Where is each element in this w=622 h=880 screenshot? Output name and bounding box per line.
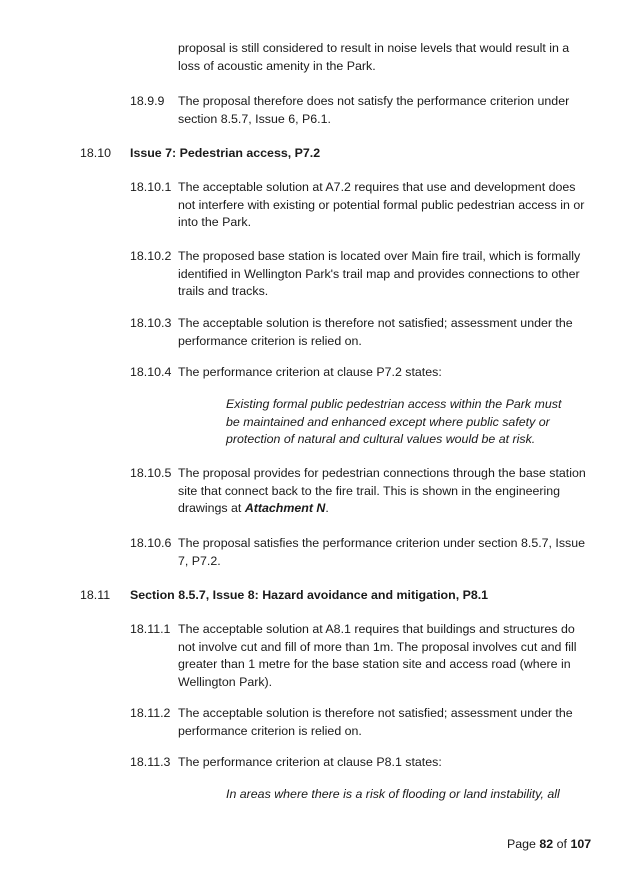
page-total: 107	[570, 837, 592, 851]
quoted-criterion: In areas where there is a risk of flooding or land instability, all	[226, 787, 560, 801]
clause-number: 18.11.1	[130, 622, 171, 636]
section-heading: Section 8.5.7, Issue 8: Hazard avoidance and mitigation, P8.1	[130, 588, 489, 602]
clause-number: 18.10.2	[130, 249, 172, 263]
clause-number: 18.10.3	[130, 316, 172, 330]
clause-text: The proposal therefore does not satisfy the performance criterion under section 8.5.7, Issue 6, P6.1.	[178, 94, 570, 126]
page-footer	[507, 836, 591, 854]
clause-text: The performance criterion at clause P8.1 states:	[178, 755, 442, 769]
page-number: 82	[539, 837, 554, 851]
attachment-reference: Attachment N	[244, 501, 326, 515]
footer-label: Page	[507, 837, 536, 851]
clause-number: 18.10.4	[130, 365, 172, 379]
clause-text: The proposal satisfies the performance criterion under section 8.5.7, Issue 7, P7.2.	[178, 536, 586, 568]
clause-text: The acceptable solution is therefore not satisfied; assessment under the performance criterion is relied on.	[178, 706, 573, 738]
footer-of: of	[556, 837, 567, 851]
clause-text: The proposed base station is located over Main fire trail, which is formally identified in Wellington Park's trail map and provides connections to other trails and tracks.	[178, 249, 581, 298]
clause-number: 18.9.9	[130, 94, 165, 108]
section-heading: Issue 7: Pedestrian access, P7.2	[130, 146, 321, 160]
clause-number: 18.10.5	[130, 466, 172, 480]
clause-text-part: .	[325, 501, 329, 515]
clause-text-part: The proposal provides for pedestrian connections through the base station site that connect back to the fire trail. This is shown in the engineering drawings at	[178, 466, 586, 515]
clause-number: 18.11.2	[130, 706, 171, 720]
clause-number: 18.10.1	[130, 180, 172, 194]
clause-number: 18.11.3	[130, 755, 171, 769]
clause-text: The acceptable solution is therefore not satisfied; assessment under the performance criterion is relied on.	[178, 316, 573, 348]
clause-number: 18.10.6	[130, 536, 172, 550]
clause-text: The acceptable solution at A8.1 requires that buildings and structures do not involve cut and fill of more than 1m. The proposal involves cut and fill greater than 1 metre for the base station site and access road (where in Wellington Park).	[178, 622, 577, 689]
quoted-criterion: Existing formal public pedestrian access within the Park must be maintained and enhanced except where public safety or protection of natural and cultural values would be at risk.	[226, 397, 562, 446]
section-number: 18.10	[80, 146, 112, 160]
clause-text: The acceptable solution at A7.2 requires that use and development does not interfere with existing or potential formal public pedestrian access in or into the Park.	[178, 180, 585, 229]
paragraph-continuation: proposal is still considered to result in noise levels that would result in a loss of acoustic amenity in the Park.	[178, 41, 570, 73]
clause-text	[178, 465, 586, 518]
clause-text: The performance criterion at clause P7.2 states:	[178, 365, 442, 379]
section-number: 18.11	[80, 588, 111, 602]
